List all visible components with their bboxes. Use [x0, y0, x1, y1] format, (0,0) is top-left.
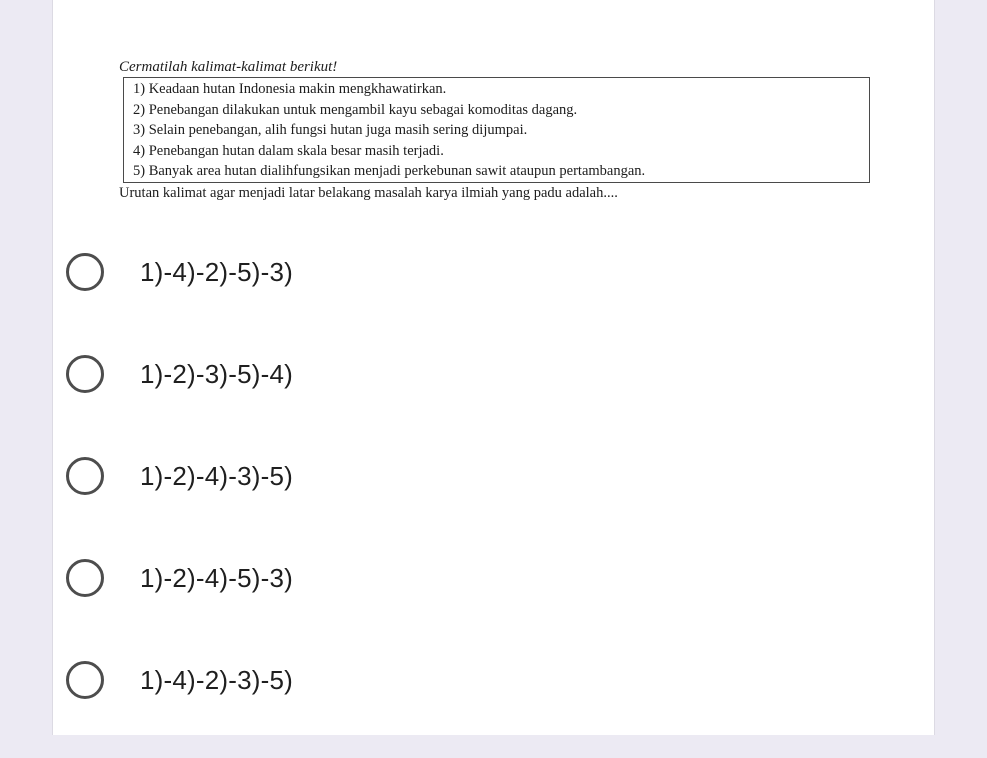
statement-box	[123, 77, 870, 183]
option-c-label[interactable]: 1)-2)-4)-3)-5)	[140, 460, 294, 491]
option-d-label[interactable]: 1)-2)-4)-5)-3)	[140, 562, 294, 593]
radio-button-a[interactable]	[66, 253, 104, 291]
option-d[interactable]	[66, 554, 766, 602]
statement-1: 1) Keadaan hutan Indonesia makin mengkhawatirkan.	[133, 81, 447, 97]
option-b[interactable]	[66, 350, 766, 398]
question-prompt: Urutan kalimat agar menjadi latar belakang masalah karya ilmiah yang padu adalah....	[119, 184, 618, 201]
option-e[interactable]	[66, 656, 766, 704]
question-instruction: Cermatilah kalimat-kalimat berikut!	[119, 59, 338, 75]
statement-4: 4) Penebangan hutan dalam skala besar masih terjadi.	[133, 142, 444, 159]
question-image	[119, 58, 871, 203]
radio-button-d[interactable]	[66, 559, 104, 597]
radio-button-e[interactable]	[66, 661, 104, 699]
radio-button-b[interactable]	[66, 355, 104, 393]
option-e-label[interactable]: 1)-4)-2)-3)-5)	[140, 664, 294, 695]
statement-2: 2) Penebangan dilakukan untuk mengambil kayu sebagai komoditas dagang.	[133, 101, 578, 118]
statement-5: 5) Banyak area hutan dialihfungsikan menjadi perkebunan sawit ataupun pertambangan.	[133, 163, 646, 179]
option-a[interactable]	[66, 248, 766, 296]
answer-options	[66, 248, 766, 758]
option-c[interactable]	[66, 452, 766, 500]
option-a-label[interactable]: 1)-4)-2)-5)-3)	[140, 256, 294, 287]
statement-3: 3) Selain penebangan, alih fungsi hutan juga masih sering dijumpai.	[133, 122, 528, 138]
option-b-label[interactable]: 1)-2)-3)-5)-4)	[140, 358, 294, 389]
radio-button-c[interactable]	[66, 457, 104, 495]
